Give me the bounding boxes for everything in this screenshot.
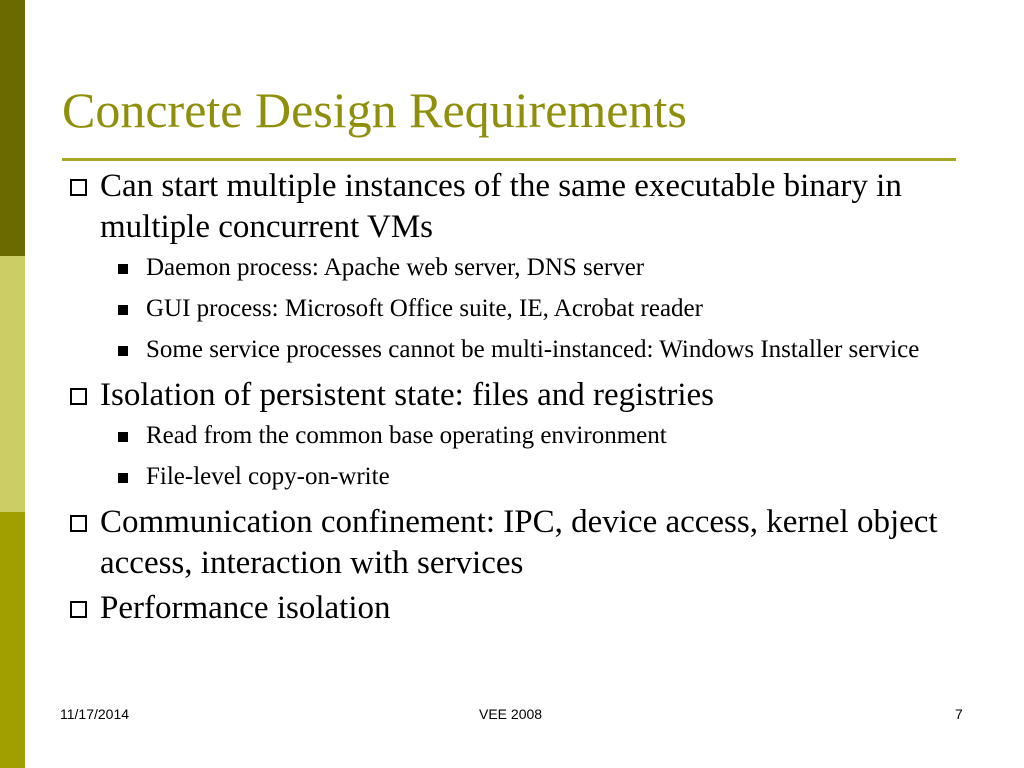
title-underline: [62, 158, 956, 161]
bullet-item: [66, 502, 946, 584]
sub-bullet-text: File-level copy-on-write: [146, 463, 390, 490]
sub-bullet-text: Read from the common base operating environment: [146, 422, 667, 449]
sub-bullet-list: [66, 420, 946, 493]
slide-title: Concrete Design Requirements: [62, 82, 687, 138]
hollow-square-bullet-icon: [70, 179, 87, 196]
bullet-text: Can start multiple instances of the same executable binary in multiple concurrent VMs: [100, 168, 902, 245]
sub-bullet-item: [66, 334, 946, 366]
side-bar-top: [0, 0, 25, 256]
bullet-item: [66, 375, 946, 416]
bullet-text: Isolation of persistent state: files and registries: [100, 377, 715, 413]
bullet-text: Performance isolation: [100, 590, 391, 626]
sub-bullet-item: [66, 252, 946, 284]
bullet-item: [66, 588, 946, 629]
filled-square-bullet-icon: [118, 473, 128, 483]
bullet-list: [66, 166, 946, 633]
footer-conference: VEE 2008: [479, 706, 543, 722]
side-bar-bottom: [0, 512, 25, 768]
footer-date: 11/17/2014: [60, 706, 130, 722]
sub-bullet-list: [66, 252, 946, 366]
filled-square-bullet-icon: [118, 432, 128, 442]
side-bar-middle: [0, 256, 25, 512]
hollow-square-bullet-icon: [70, 388, 87, 405]
bullet-text: Communication confinement: IPC, device access, kernel object access, interaction with services: [100, 504, 938, 581]
sub-bullet-item: [66, 461, 946, 493]
filled-square-bullet-icon: [118, 305, 128, 315]
sub-bullet-item: [66, 293, 946, 325]
sub-bullet-item: [66, 420, 946, 452]
footer-page-number: 7: [955, 706, 963, 722]
sub-bullet-text: GUI process: Microsoft Office suite, IE, Acrobat reader: [146, 295, 703, 322]
hollow-square-bullet-icon: [70, 601, 87, 618]
sub-bullet-text: Some service processes cannot be multi-instanced: Windows Installer service: [146, 336, 920, 363]
sub-bullet-text: Daemon process: Apache web server, DNS server: [146, 254, 645, 281]
hollow-square-bullet-icon: [70, 515, 87, 532]
filled-square-bullet-icon: [118, 346, 128, 356]
bullet-item: [66, 166, 946, 248]
filled-square-bullet-icon: [118, 264, 128, 274]
